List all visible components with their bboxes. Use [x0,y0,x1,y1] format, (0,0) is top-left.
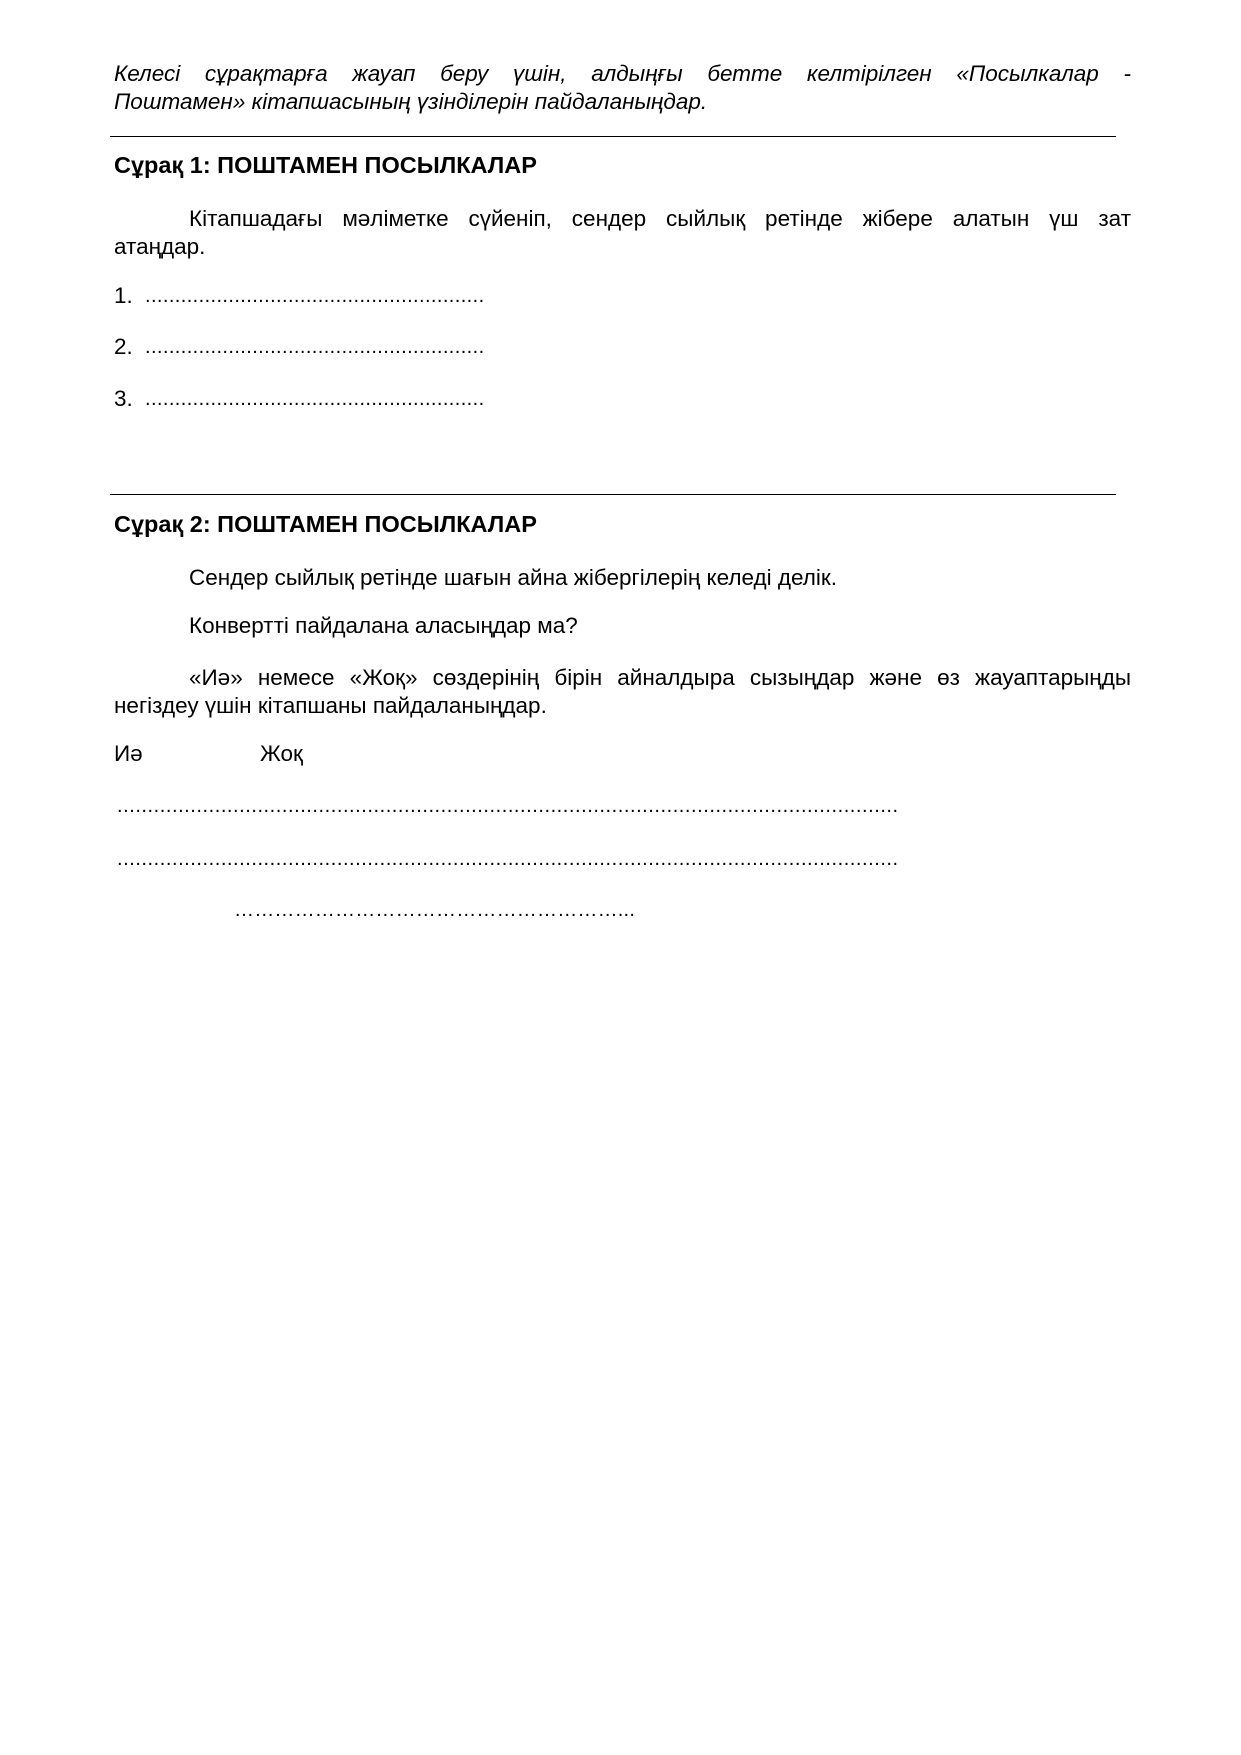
intro-line-2: Поштамен» кітапшасының үзінділерін пайдаланыңдар. [114,89,708,114]
question-2-instruction-line-2: негіздеу үшін кітапшаны пайдаланыңдар. [114,693,547,718]
section-divider-1 [110,136,1116,137]
question-2-instruction [114,664,1131,720]
question-2-statement: Сендер сыйлық ретінде шағын айна жібергілерің келеді делік. [189,565,838,590]
answer-2-number: 2. [114,334,133,359]
question-2-instruction-line-1: «Иә» немесе «Жоқ» сөздерінің бірін айналдыра сызыңдар және өз жауаптарыңды [189,665,1131,690]
option-yes[interactable]: Иә [114,741,143,766]
question-1-prompt [114,205,1131,261]
question-1-heading: Сұрақ 1: ПОШТАМЕН ПОСЫЛКАЛАР [114,152,537,178]
answer-2-field[interactable]: ......................................................... [145,336,485,358]
question-2-heading: Сұрақ 2: ПОШТАМЕН ПОСЫЛКАЛАР [114,511,537,537]
question-1-prompt-line-2: атаңдар. [114,234,206,259]
option-no[interactable]: Жоқ [260,741,303,766]
answer-line-2[interactable]: ................................................................................................................................ [117,848,899,870]
intro-line-1: Келесі сұрақтарға жауап беру үшін, алдыңғы бетте келтірілген «Посылкалар - [114,61,1131,86]
answer-3-field[interactable]: ......................................................... [145,388,485,410]
question-1-prompt-line-1: Кітапшадағы мәліметке сүйеніп, сендер сыйлық ретінде жібере алатын үш зат [189,206,1131,231]
answer-1-field[interactable]: ......................................................... [145,285,485,307]
answer-line-3[interactable]: …………………………………………………... [234,899,636,921]
intro-instructions [114,60,1131,116]
question-2-question: Конвертті пайдалана аласыңдар ма? [189,613,578,638]
answer-line-1[interactable]: ................................................................................................................................ [117,795,899,817]
section-divider-2 [110,494,1116,495]
answer-1-number: 1. [114,283,133,308]
answer-3-number: 3. [114,386,133,411]
